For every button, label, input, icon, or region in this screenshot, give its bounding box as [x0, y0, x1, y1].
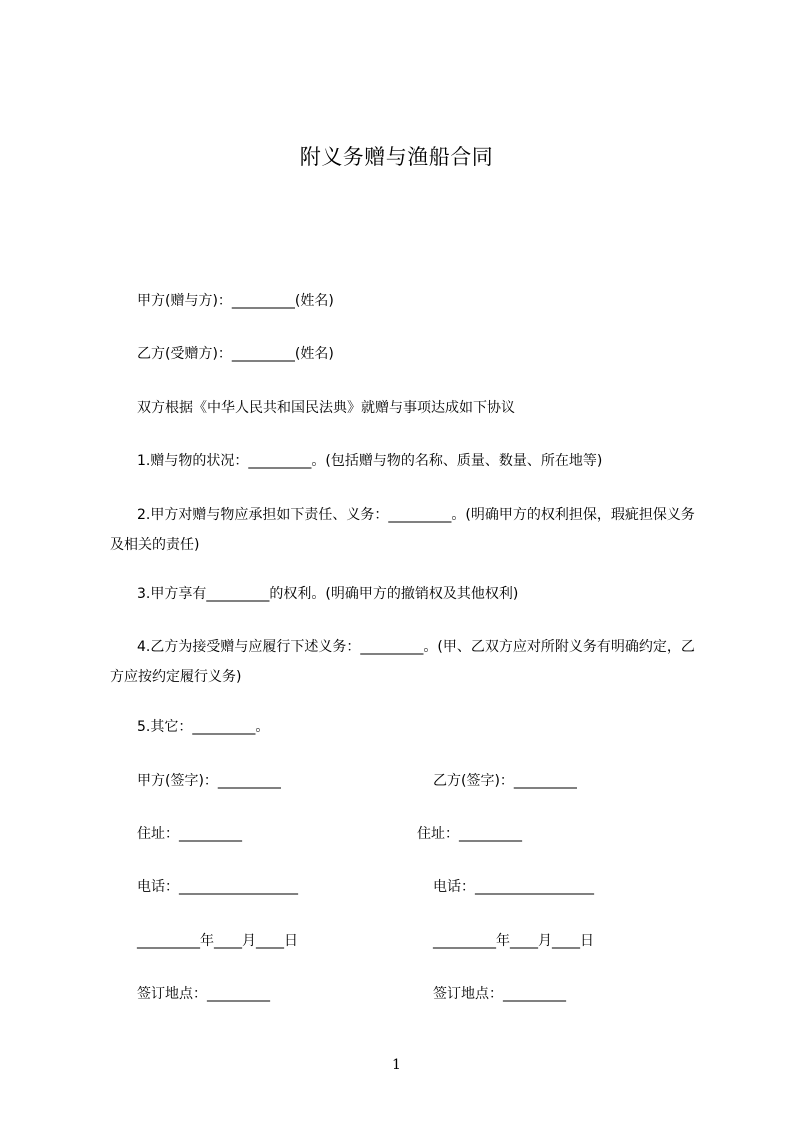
clause-5: 5.其它：_________。: [137, 719, 270, 735]
page-number: 1: [392, 1057, 401, 1073]
party-b-address: 住址：_________: [417, 826, 522, 842]
party-a-phone: 电话：_________________: [137, 879, 298, 895]
party-b-date: _________年____月____日: [433, 933, 594, 949]
preamble: 双方根据《中华人民共和国民法典》就赠与事项达成如下协议: [137, 400, 515, 416]
party-a-signing-place: 签订地点：_________: [137, 986, 270, 1002]
clause-3: 3.甲方享有_________的权利。(明确甲方的撤销权及其他权利): [137, 586, 519, 602]
party-a-signature: 甲方(签字)：_________: [137, 773, 281, 789]
clause-4: 4.乙方为接受赠与应履行下述义务：_________。(甲、乙双方应对所附义务有明确约定，乙方应按约定履行义务): [110, 639, 695, 685]
party-a-date: _________年____月____日: [137, 933, 298, 949]
document-title: 附义务赠与渔船合同: [299, 145, 494, 169]
party-b-signing-place: 签订地点：_________: [433, 986, 566, 1002]
party-b-phone: 电话：_________________: [433, 879, 594, 895]
party-b-signature: 乙方(签字)：_________: [433, 773, 577, 789]
party-b-line: 乙方(受赠方)：_________(姓名): [137, 346, 334, 362]
clause-2: 2.甲方对赠与物应承担如下责任、义务：_________。(明确甲方的权利担保，瑕疵担保义务及相关的责任): [110, 507, 695, 553]
clause-1: 1.赠与物的状况：_________。(包括赠与物的名称、质量、数量、所在地等): [137, 453, 603, 469]
party-a-address: 住址：_________: [137, 826, 242, 842]
party-a-line: 甲方(赠与方)：_________(姓名): [137, 293, 334, 309]
